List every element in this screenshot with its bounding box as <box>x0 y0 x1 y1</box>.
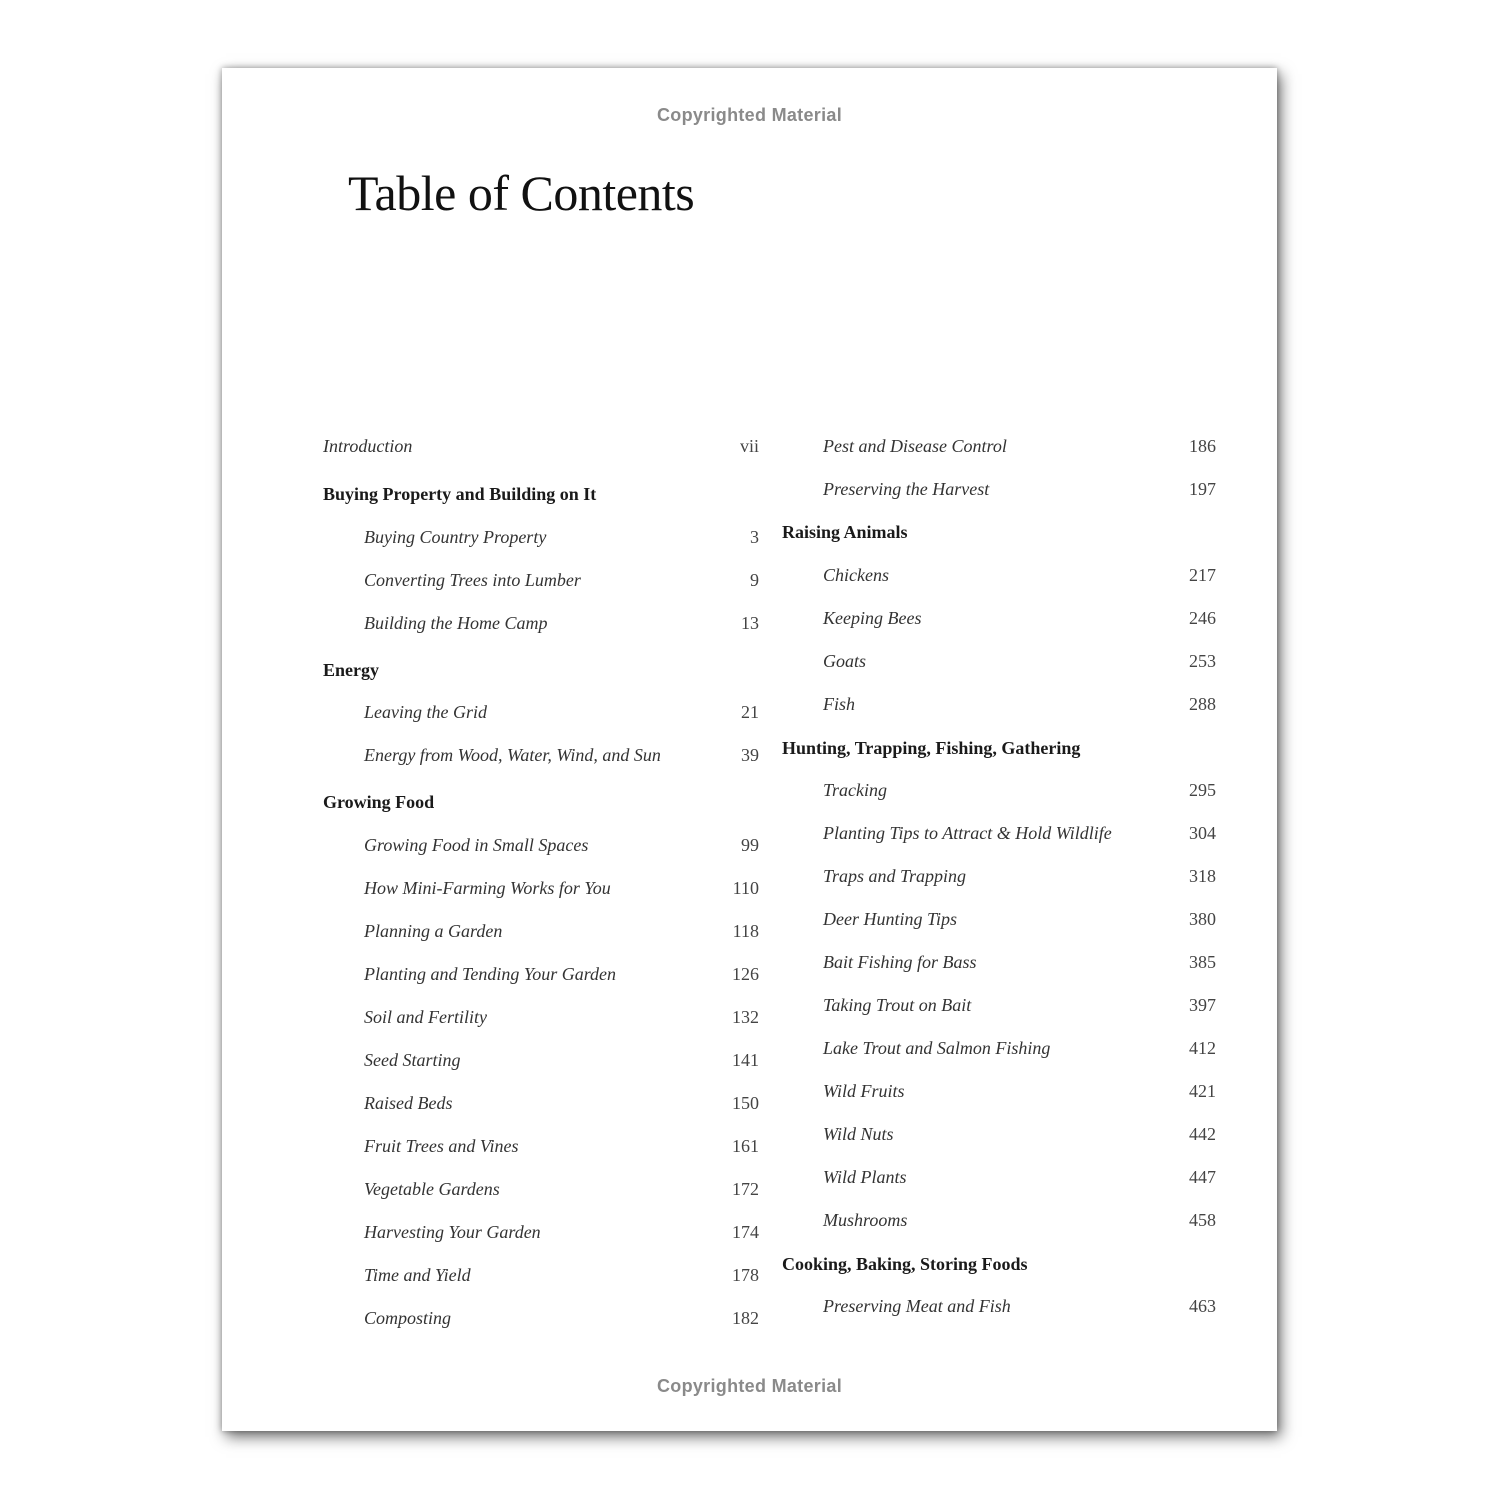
toc-entry-page: 99 <box>741 835 759 855</box>
toc-entry-page: 110 <box>732 878 759 898</box>
toc-entry <box>782 1079 1216 1103</box>
toc-entry-title: Vegetable Gardens <box>364 1179 500 1199</box>
toc-entry-title: Composting <box>364 1308 452 1328</box>
book-page <box>222 68 1277 1431</box>
toc-entry-page: 178 <box>732 1265 759 1285</box>
toc-entry-page: 197 <box>1189 479 1216 499</box>
toc-entry-page: 126 <box>732 964 759 984</box>
toc-entry <box>782 1036 1216 1060</box>
toc-entry <box>323 833 759 857</box>
toc-entry-title: Mushrooms <box>823 1210 908 1230</box>
toc-entry <box>782 821 1216 845</box>
toc-section-title: Raising Animals <box>782 522 908 542</box>
toc-entry-page: 442 <box>1189 1124 1216 1144</box>
toc-entry-title: Preserving Meat and Fish <box>823 1296 1011 1316</box>
toc-entry-page: 186 <box>1189 436 1216 456</box>
toc-entry <box>782 950 1216 974</box>
toc-entry-title: Wild Nuts <box>823 1124 894 1144</box>
toc-entry <box>782 1165 1216 1189</box>
toc-entry-title: Converting Trees into Lumber <box>364 570 581 590</box>
toc-entry <box>323 1177 759 1201</box>
toc-section-heading <box>782 736 1216 760</box>
toc-section-heading <box>323 482 759 506</box>
toc-entry-page: 295 <box>1189 780 1216 800</box>
toc-entry-title: Traps and Trapping <box>823 866 967 886</box>
toc-entry <box>782 864 1216 888</box>
toc-entry-title: Time and Yield <box>364 1265 471 1285</box>
toc-entry <box>323 611 759 635</box>
toc-entry-title: Introduction <box>323 436 413 456</box>
toc-entry <box>323 1091 759 1115</box>
toc-entry <box>323 1263 759 1287</box>
toc-entry-title: Planning a Garden <box>364 921 503 941</box>
copyright-watermark-top: Copyrighted Material <box>656 105 843 125</box>
toc-entry <box>323 525 759 549</box>
toc-entry-title: Chickens <box>823 565 889 585</box>
toc-entry-title: Planting and Tending Your Garden <box>364 964 617 984</box>
toc-entry-title: Planting Tips to Attract & Hold Wildlife <box>823 823 1112 843</box>
toc-entry <box>323 876 759 900</box>
toc-entry <box>782 993 1216 1017</box>
toc-entry-title: Energy from Wood, Water, Wind, and Sun <box>364 745 661 765</box>
toc-entry <box>782 1294 1216 1318</box>
toc-entry <box>323 1306 759 1330</box>
toc-entry-title: Raised Beds <box>364 1093 453 1113</box>
toc-entry <box>782 477 1216 501</box>
toc-entry-page: 421 <box>1189 1081 1216 1101</box>
toc-entry-title: Growing Food in Small Spaces <box>364 835 589 855</box>
toc-entry-title: Tracking <box>823 780 888 800</box>
toc-section-title: Cooking, Baking, Storing Foods <box>782 1254 1028 1274</box>
toc-entry-page: 182 <box>732 1308 759 1328</box>
toc-entry <box>782 1208 1216 1232</box>
toc-entry-page: 380 <box>1189 909 1216 929</box>
toc-entry-page: 304 <box>1189 823 1216 843</box>
toc-section-title: Buying Property and Building on It <box>323 484 597 504</box>
toc-entry <box>782 778 1216 802</box>
toc-entry-title: Bait Fishing for Bass <box>823 952 977 972</box>
toc-entry-title: Preserving the Harvest <box>823 479 990 499</box>
toc-entry-title: Buying Country Property <box>364 527 547 547</box>
toc-entry-page: 318 <box>1189 866 1216 886</box>
toc-entry <box>323 1134 759 1158</box>
toc-entry-title: Fruit Trees and Vines <box>364 1136 519 1156</box>
toc-entry-page: 458 <box>1189 1210 1216 1230</box>
toc-entry <box>323 743 759 767</box>
toc-entry <box>323 1220 759 1244</box>
toc-entry <box>782 649 1216 673</box>
toc-entry-title: Deer Hunting Tips <box>823 909 958 929</box>
copyright-watermark-bottom: Copyrighted Material <box>656 1376 843 1396</box>
toc-entry-title: Pest and Disease Control <box>823 436 1007 456</box>
toc-entry-page: 412 <box>1189 1038 1216 1058</box>
toc-entry <box>323 919 759 943</box>
toc-entry-page: 3 <box>750 527 759 547</box>
toc-entry-title: Wild Fruits <box>823 1081 905 1101</box>
toc-entry-page: 141 <box>732 1050 759 1070</box>
toc-entry <box>323 568 759 592</box>
toc-entry <box>323 700 759 724</box>
toc-entry <box>782 606 1216 630</box>
toc-entry-page: 132 <box>732 1007 759 1027</box>
toc-entry <box>323 434 759 458</box>
toc-entry-page: 447 <box>1189 1167 1216 1187</box>
toc-entry-page: 253 <box>1189 651 1216 671</box>
toc-entry-page: 39 <box>741 745 759 765</box>
toc-entry-page: 288 <box>1189 694 1216 714</box>
toc-entry-page: 463 <box>1189 1296 1216 1316</box>
toc-entry-title: Harvesting Your Garden <box>364 1222 541 1242</box>
toc-entry <box>323 962 759 986</box>
toc-entry-page: vii <box>739 436 759 456</box>
toc-entry-page: 246 <box>1189 608 1216 628</box>
toc-entry-page: 172 <box>732 1179 759 1199</box>
toc-section-title: Hunting, Trapping, Fishing, Gathering <box>782 738 1081 758</box>
toc-entry-title: Seed Starting <box>364 1050 461 1070</box>
toc-entry-page: 161 <box>732 1136 759 1156</box>
toc-entry-page: 174 <box>732 1222 759 1242</box>
toc-entry-title: Building the Home Camp <box>364 613 548 633</box>
toc-entry-title: Soil and Fertility <box>364 1007 487 1027</box>
toc-entry-page: 118 <box>732 921 759 941</box>
toc-section-heading <box>323 790 759 814</box>
toc-entry-page: 9 <box>750 570 759 590</box>
toc-entry-title: Fish <box>823 694 856 714</box>
toc-entry-page: 150 <box>732 1093 759 1113</box>
toc-entry <box>782 692 1216 716</box>
toc-entry <box>782 907 1216 931</box>
toc-entry-title: How Mini-Farming Works for You <box>364 878 611 898</box>
toc-entry-title: Keeping Bees <box>823 608 922 628</box>
toc-section-title: Energy <box>323 660 379 680</box>
toc-entry-title: Wild Plants <box>823 1167 907 1187</box>
toc-entry-page: 217 <box>1189 565 1216 585</box>
toc-entry-title: Taking Trout on Bait <box>823 995 972 1015</box>
toc-entry <box>323 1048 759 1072</box>
toc-entry-page: 21 <box>741 702 759 722</box>
toc-entry <box>782 434 1216 458</box>
toc-entry <box>782 1122 1216 1146</box>
toc-entry-title: Leaving the Grid <box>364 702 487 722</box>
page-title: Table of Contents <box>348 165 695 221</box>
toc-entry-page: 385 <box>1189 952 1216 972</box>
toc-section-title: Growing Food <box>323 792 435 812</box>
toc-entry <box>782 563 1216 587</box>
toc-section-heading <box>782 1252 1216 1276</box>
toc-entry-page: 13 <box>741 613 759 633</box>
toc-entry-title: Goats <box>823 651 867 671</box>
toc-entry-page: 397 <box>1189 995 1216 1015</box>
toc-section-heading <box>323 658 759 682</box>
toc-entry <box>323 1005 759 1029</box>
toc-entry-title: Lake Trout and Salmon Fishing <box>823 1038 1051 1058</box>
toc-section-heading <box>782 520 1216 544</box>
